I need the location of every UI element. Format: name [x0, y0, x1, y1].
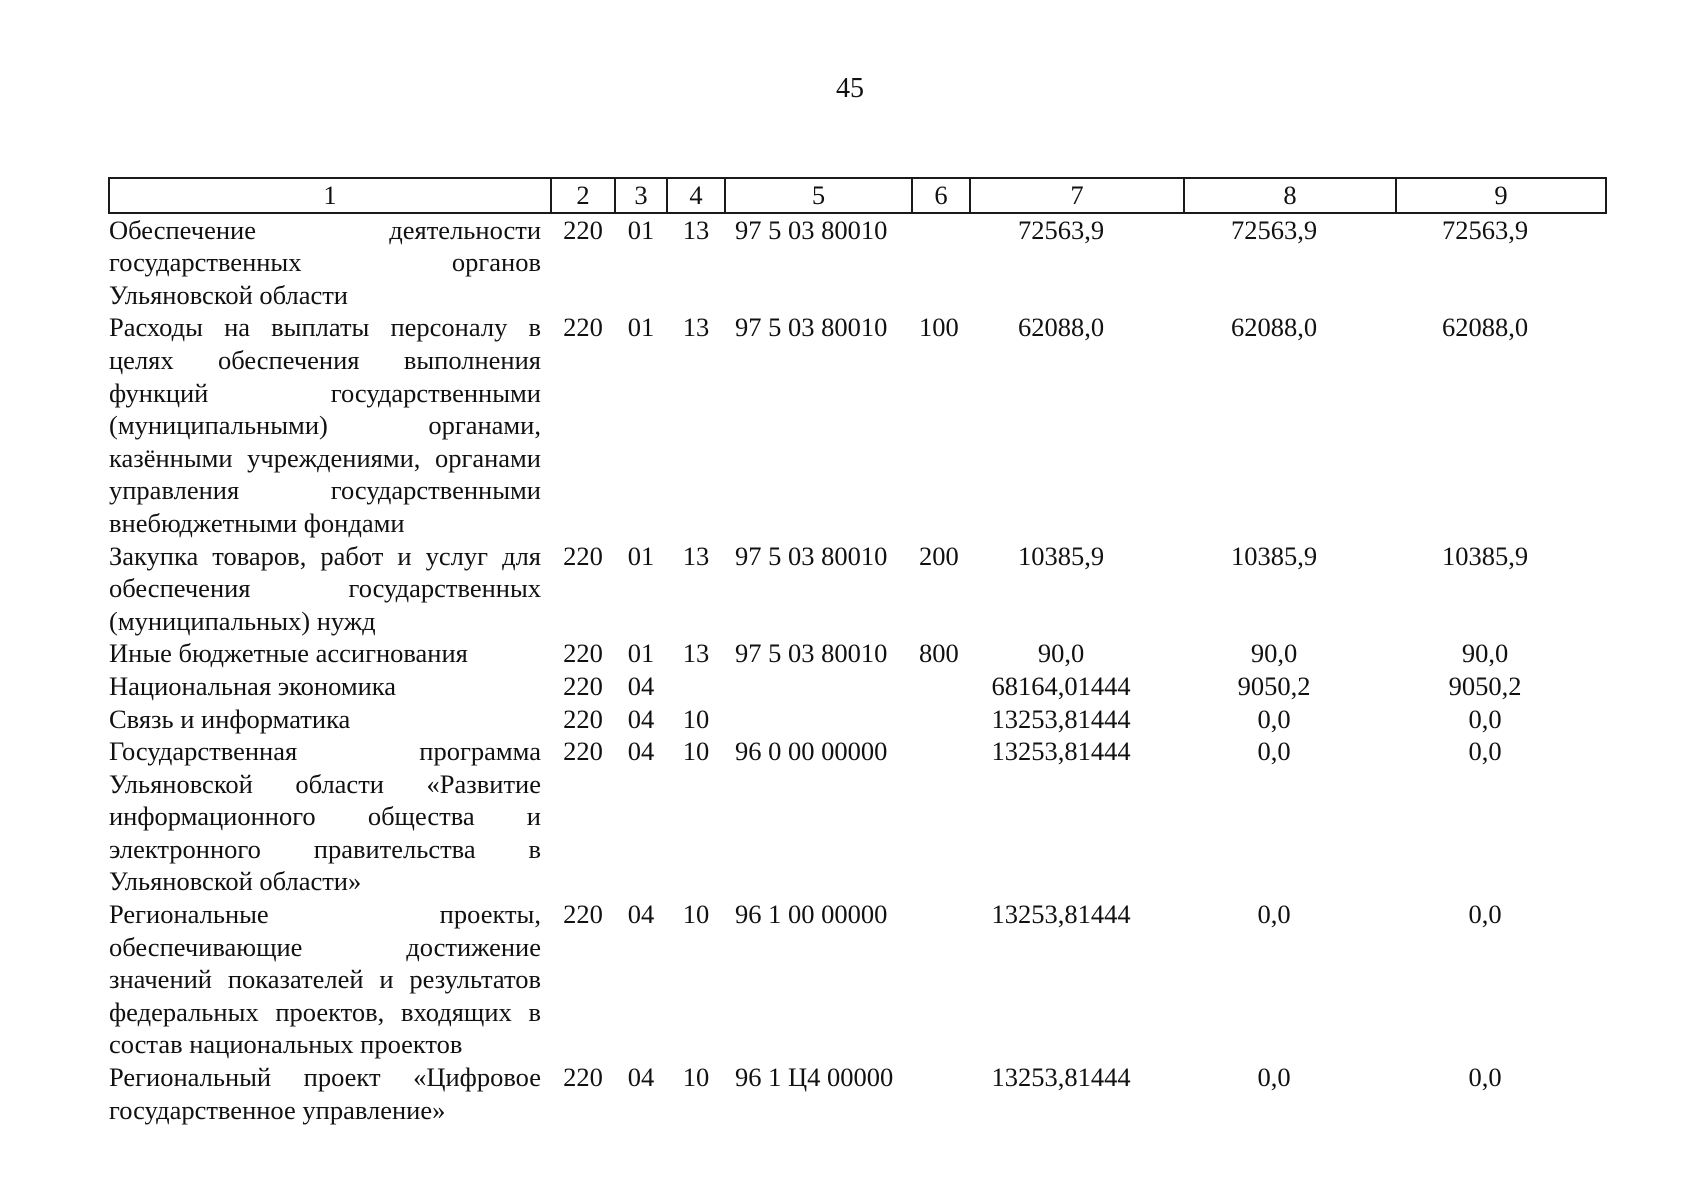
section-cell: 04 — [627, 1062, 655, 1093]
subsection-cell: 10 — [682, 899, 710, 930]
table-row — [109, 311, 1606, 539]
column-header: 6 — [912, 178, 970, 213]
column-header: 3 — [615, 178, 667, 213]
row-name-cell: Расходы на выплаты персоналу в целях обеспечения выполнения функций государственными (муниципальными) органами, казёнными учреждениями, органами управления государственными внебюджетными фондами — [109, 312, 541, 538]
amount-cell: 0,0 — [1468, 899, 1502, 930]
amount-cell: 0,0 — [1257, 703, 1291, 734]
row-name-cell: Государственная программа Ульяновской области «Развитие информационного общества и электронного правительства в Ульяновской области» — [109, 736, 541, 897]
expense-type-cell — [912, 703, 970, 736]
table-row — [109, 540, 1606, 638]
target-article-cell — [725, 703, 912, 736]
row-name-cell: Региональный проект «Цифровое государственное управление» — [109, 1062, 541, 1125]
subsection-cell: 13 — [682, 540, 710, 571]
section-cell: 04 — [627, 703, 655, 734]
row-name-cell: Национальная экономика — [109, 670, 397, 701]
subsection-cell: 13 — [682, 312, 710, 343]
code-cell: 220 — [563, 1062, 603, 1093]
amount-cell: 9050,2 — [1448, 670, 1522, 701]
code-cell: 220 — [563, 899, 603, 930]
amount-cell: 90,0 — [1250, 638, 1298, 669]
amount-cell: 0,0 — [1468, 736, 1502, 767]
amount-cell: 72563,9 — [1441, 214, 1529, 245]
table-row — [109, 898, 1606, 1061]
expense-type-cell — [912, 213, 970, 312]
column-header: 7 — [970, 178, 1184, 213]
target-article-cell: 96 1 Ц4 00000 — [735, 1062, 894, 1093]
amount-cell: 0,0 — [1257, 1062, 1291, 1093]
amount-cell: 62088,0 — [1230, 312, 1318, 343]
page-number: 45 — [836, 73, 864, 104]
expense-type-cell — [912, 898, 970, 1061]
column-header: 1 — [109, 178, 551, 213]
amount-cell: 10385,9 — [1230, 540, 1318, 571]
column-header: 9 — [1396, 178, 1606, 213]
code-cell: 220 — [563, 540, 603, 571]
table-row — [109, 703, 1606, 736]
expense-type-cell: 800 — [919, 638, 959, 669]
amount-cell: 10385,9 — [1017, 540, 1105, 571]
expense-type-cell — [912, 1061, 970, 1126]
table-row — [109, 1061, 1606, 1126]
target-article-cell: 96 1 00 00000 — [735, 899, 888, 930]
budget-table — [108, 177, 1607, 1126]
table-row — [109, 735, 1606, 898]
row-name-cell: Закупка товаров, работ и услуг для обеспечения государственных (муниципальных) нужд — [109, 540, 541, 636]
amount-cell: 13253,81444 — [991, 736, 1131, 767]
column-header: 5 — [725, 178, 912, 213]
code-cell: 220 — [563, 214, 603, 245]
subsection-cell: 10 — [682, 703, 710, 734]
target-article-cell: 97 5 03 80010 — [735, 312, 888, 343]
section-cell: 04 — [627, 899, 655, 930]
section-cell: 01 — [627, 312, 655, 343]
amount-cell: 72563,9 — [1017, 214, 1105, 245]
table-row — [109, 670, 1606, 703]
amount-cell: 68164,01444 — [991, 670, 1131, 701]
amount-cell: 0,0 — [1468, 1062, 1502, 1093]
amount-cell: 90,0 — [1037, 638, 1085, 669]
expense-type-cell — [912, 735, 970, 898]
subsection-cell: 10 — [682, 736, 710, 767]
amount-cell: 90,0 — [1461, 638, 1509, 669]
amount-cell: 9050,2 — [1237, 670, 1311, 701]
amount-cell: 0,0 — [1468, 703, 1502, 734]
target-article-cell: 97 5 03 80010 — [735, 540, 888, 571]
row-name-cell: Иные бюджетные ассигнования — [109, 638, 468, 669]
column-header: 4 — [667, 178, 725, 213]
row-name-cell: Региональные проекты, обеспечивающие достижение значений показателей и результатов федеральных проектов, входящих в состав национальных проектов — [109, 899, 541, 1060]
table-row — [109, 213, 1606, 312]
target-article-cell: 97 5 03 80010 — [735, 638, 888, 669]
subsection-cell: 13 — [682, 638, 710, 669]
code-cell: 220 — [563, 703, 603, 734]
section-cell: 01 — [627, 540, 655, 571]
table-row — [109, 637, 1606, 670]
section-cell: 04 — [627, 736, 655, 767]
subsection-cell: 13 — [682, 214, 710, 245]
code-cell: 220 — [563, 736, 603, 767]
amount-cell: 13253,81444 — [991, 703, 1131, 734]
row-name-cell: Связь и информатика — [109, 703, 351, 734]
code-cell: 220 — [563, 312, 603, 343]
header-row — [109, 178, 1606, 213]
amount-cell: 10385,9 — [1441, 540, 1529, 571]
expense-type-cell: 200 — [919, 540, 959, 571]
amount-cell: 0,0 — [1257, 736, 1291, 767]
section-cell: 04 — [627, 670, 655, 701]
expense-type-cell: 100 — [919, 312, 959, 343]
section-cell: 01 — [627, 214, 655, 245]
code-cell: 220 — [563, 670, 603, 701]
table-body — [109, 213, 1606, 1127]
column-header: 2 — [551, 178, 615, 213]
amount-cell: 13253,81444 — [991, 1062, 1131, 1093]
row-name-cell: Обеспечение деятельности государственных органов Ульяновской области — [109, 214, 541, 310]
amount-cell: 62088,0 — [1441, 312, 1529, 343]
amount-cell: 62088,0 — [1017, 312, 1105, 343]
section-cell: 01 — [627, 638, 655, 669]
amount-cell: 13253,81444 — [991, 899, 1131, 930]
target-article-cell: 97 5 03 80010 — [735, 214, 888, 245]
subsection-cell — [667, 670, 725, 703]
column-header: 8 — [1184, 178, 1396, 213]
expense-type-cell — [912, 670, 970, 703]
code-cell: 220 — [563, 638, 603, 669]
amount-cell: 0,0 — [1257, 899, 1291, 930]
amount-cell: 72563,9 — [1230, 214, 1318, 245]
target-article-cell — [725, 670, 912, 703]
subsection-cell: 10 — [682, 1062, 710, 1093]
target-article-cell: 96 0 00 00000 — [735, 736, 888, 767]
